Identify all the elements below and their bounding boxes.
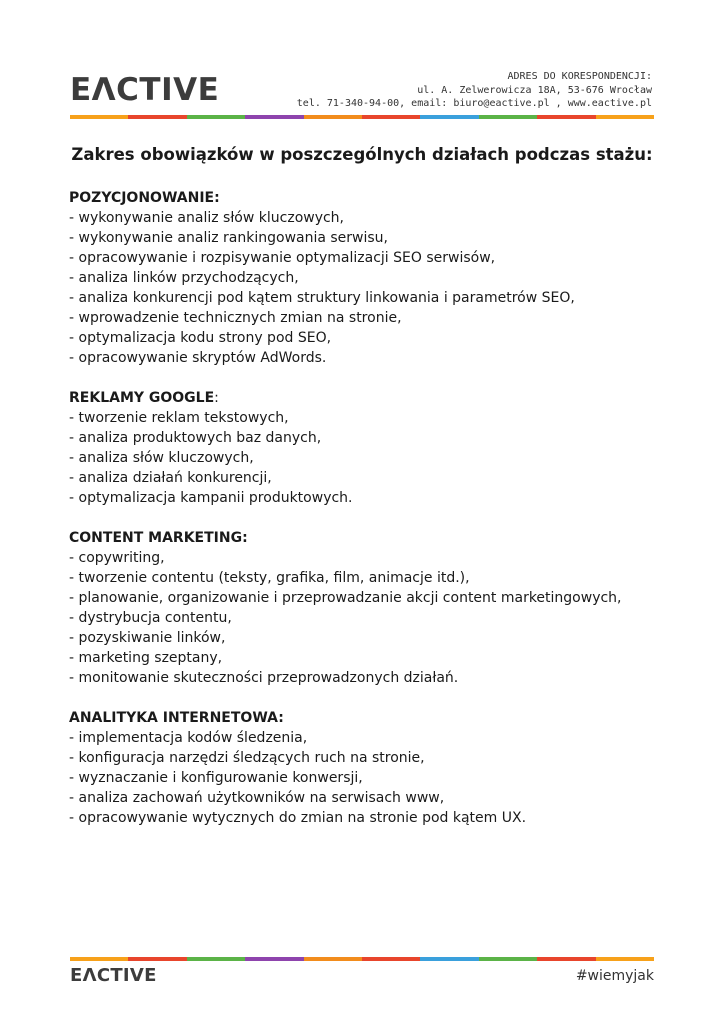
contact-info: tel. 71-340-94-00, email: biuro@eactive.pl , www.eactive.pl <box>296 98 652 109</box>
stripe-segment <box>420 115 478 119</box>
stripe-segment <box>537 957 595 961</box>
heading-text: ANALITYKA INTERNETOWA: <box>69 710 284 726</box>
list-item: - wyznaczanie i konfigurowanie konwersji, <box>69 770 363 786</box>
stripe-segment <box>596 957 654 961</box>
list-item: - copywriting, <box>69 550 165 566</box>
stripe-segment <box>362 115 420 119</box>
list-item: - opracowywanie skryptów AdWords. <box>69 350 327 366</box>
company-logo: EΛCTIVE <box>70 72 220 108</box>
list-item: - opracowywanie i rozpisywanie optymalizacji SEO serwisów, <box>69 250 496 266</box>
list-item: - tworzenie reklam tekstowych, <box>69 410 289 426</box>
list-item: - implementacja kodów śledzenia, <box>69 730 308 746</box>
list-item: - optymalizacja kampanii produktowych. <box>69 490 353 506</box>
list-item: - konfiguracja narzędzi śledzących ruch na stronie, <box>69 750 425 766</box>
stripe-segment <box>187 957 245 961</box>
section-google-ads <box>69 388 669 508</box>
list-item: - wprowadzenie technicznych zmian na stronie, <box>69 310 402 326</box>
header-color-stripe <box>70 115 654 119</box>
stripe-segment <box>128 115 186 119</box>
section-heading <box>69 528 669 548</box>
stripe-segment <box>596 115 654 119</box>
stripe-segment <box>537 115 595 119</box>
correspondence-address <box>297 70 652 111</box>
footer-hashtag: #wiemyjak <box>575 968 654 984</box>
list-item: - opracowywanie wytycznych do zmian na stronie pod kątem UX. <box>69 810 527 826</box>
list-item: - analiza działań konkurencji, <box>69 470 272 486</box>
footer-color-stripe <box>70 957 654 961</box>
list-item: - dystrybucja contentu, <box>69 610 232 626</box>
list-item: - analiza produktowych baz danych, <box>69 430 322 446</box>
stripe-segment <box>128 957 186 961</box>
section-positioning <box>69 188 669 368</box>
list-item: - pozyskiwanie linków, <box>69 630 226 646</box>
stripe-segment <box>479 957 537 961</box>
street-address: ul. A. Zelwerowicza 18A, 53-676 Wrocław <box>417 84 652 96</box>
list-item: - planowanie, organizowanie i przeprowadzanie akcji content marketingowych, <box>69 590 622 606</box>
list-item: - marketing szeptany, <box>69 650 223 666</box>
list-item: - analiza linków przychodzących, <box>69 270 299 286</box>
section-heading <box>69 388 669 408</box>
list-item: - optymalizacja kodu strony pod SEO, <box>69 330 332 346</box>
duties-content <box>69 188 669 848</box>
section-heading <box>69 708 669 728</box>
list-item: - analiza zachowań użytkowników na serwisach www, <box>69 790 445 806</box>
stripe-segment <box>245 957 303 961</box>
stripe-segment <box>70 957 128 961</box>
stripe-segment <box>70 115 128 119</box>
heading-suffix: : <box>214 390 219 406</box>
footer-logo: EΛCTIVE <box>70 965 157 986</box>
list-item: - analiza słów kluczowych, <box>69 450 254 466</box>
stripe-segment <box>245 115 303 119</box>
section-web-analytics <box>69 708 669 828</box>
heading-text: REKLAMY GOOGLE <box>69 390 215 406</box>
list-item: - wykonywanie analiz słów kluczowych, <box>69 210 345 226</box>
section-content-marketing <box>69 528 669 688</box>
stripe-segment <box>420 957 478 961</box>
stripe-segment <box>304 957 362 961</box>
address-label: ADRES DO KORESPONDENCJI: <box>507 71 652 82</box>
list-item: - tworzenie contentu (teksty, grafika, film, animacje itd.), <box>69 570 470 586</box>
section-heading <box>69 188 669 208</box>
list-item: - wykonywanie analiz rankingowania serwisu, <box>69 230 389 246</box>
heading-text: POZYCJONOWANIE: <box>69 190 220 206</box>
stripe-segment <box>479 115 537 119</box>
stripe-segment <box>362 957 420 961</box>
page-title: Zakres obowiązków w poszczególnych działach podczas stażu: <box>71 145 653 164</box>
list-item: - analiza konkurencji pod kątem struktury linkowania i parametrów SEO, <box>69 290 575 306</box>
list-item: - monitowanie skuteczności przeprowadzonych działań. <box>69 670 459 686</box>
stripe-segment <box>187 115 245 119</box>
heading-text: CONTENT MARKETING: <box>69 530 248 546</box>
stripe-segment <box>304 115 362 119</box>
